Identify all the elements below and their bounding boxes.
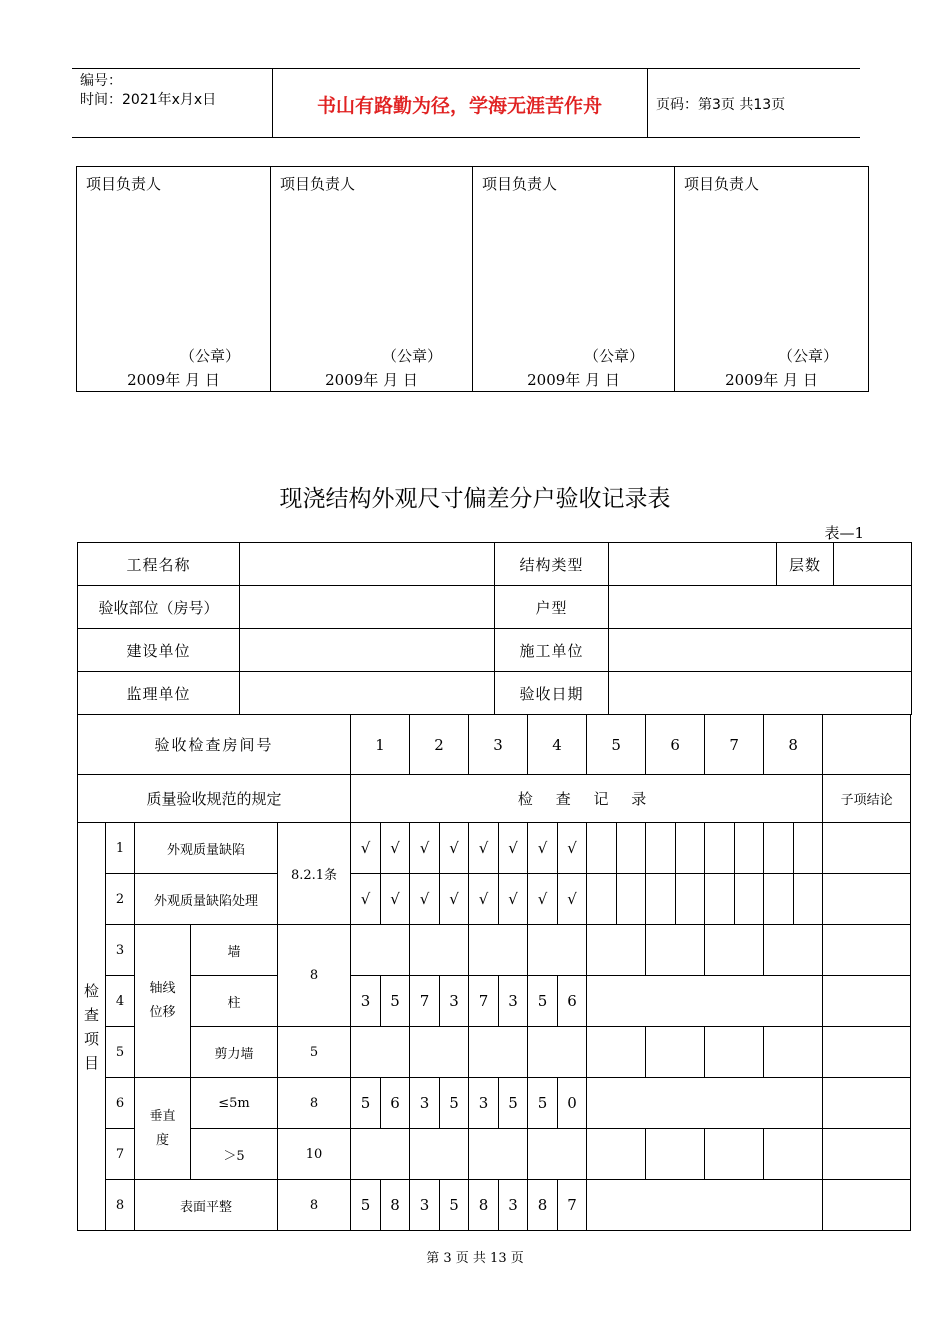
record-cell bbox=[587, 1027, 646, 1078]
record-cell bbox=[351, 1027, 410, 1078]
tolerance-cell: 5 bbox=[278, 1027, 351, 1078]
unit-type-label: 户型 bbox=[495, 586, 609, 629]
date-label: 2009年 月 日 bbox=[325, 371, 418, 389]
table-row bbox=[78, 1129, 911, 1180]
signature-cell bbox=[473, 167, 675, 392]
record-cell: √ bbox=[440, 823, 469, 874]
record-cell: √ bbox=[558, 874, 587, 925]
tolerance-cell: 8 bbox=[278, 925, 351, 1027]
record-cell: 7 bbox=[558, 1180, 587, 1231]
conclusion-cell bbox=[823, 1078, 911, 1129]
room-extra-cell bbox=[823, 715, 911, 775]
item-name: 外观质量缺陷 bbox=[135, 823, 278, 874]
record-cell bbox=[646, 925, 705, 976]
table-row bbox=[78, 874, 911, 925]
project-name-label: 工程名称 bbox=[78, 543, 240, 586]
table-row bbox=[78, 1180, 911, 1231]
room-number: 4 bbox=[528, 715, 587, 775]
room-number: 3 bbox=[469, 715, 528, 775]
record-cell: √ bbox=[381, 874, 410, 925]
number-label: 编号： bbox=[80, 73, 122, 89]
record-cell bbox=[764, 874, 794, 925]
floors-label: 层数 bbox=[777, 543, 834, 586]
record-cell bbox=[705, 874, 735, 925]
record-cell bbox=[351, 1129, 410, 1180]
table-number: 表—1 bbox=[824, 524, 864, 542]
record-cell bbox=[676, 874, 705, 925]
contractor-label: 施工单位 bbox=[495, 629, 609, 672]
builder-value bbox=[240, 629, 495, 672]
clause-cell: 8.2.1条 bbox=[278, 823, 351, 925]
record-cell: √ bbox=[351, 874, 381, 925]
record-cell bbox=[410, 925, 469, 976]
record-cell bbox=[587, 874, 617, 925]
record-cell bbox=[528, 925, 587, 976]
record-cell: 5 bbox=[499, 1078, 528, 1129]
record-cell: √ bbox=[410, 823, 440, 874]
header-motto: 书山有路勤为径，学海无涯苦作舟 bbox=[316, 95, 602, 117]
record-cell bbox=[646, 874, 676, 925]
structure-type-label: 结构类型 bbox=[495, 543, 609, 586]
signature-cell bbox=[77, 167, 271, 392]
table-row bbox=[78, 1027, 911, 1078]
seal-label: （公章） bbox=[777, 347, 838, 365]
form-title: 现浇结构外观尺寸偏差分户验收记录表 bbox=[279, 486, 671, 512]
conclusion-cell bbox=[823, 1180, 911, 1231]
record-cell bbox=[794, 823, 823, 874]
tolerance-cell: 8 bbox=[278, 1078, 351, 1129]
record-cell: 3 bbox=[410, 1180, 440, 1231]
room-number: 2 bbox=[410, 715, 469, 775]
record-cell bbox=[705, 925, 764, 976]
record-cell bbox=[617, 874, 646, 925]
header-divider bbox=[647, 69, 648, 137]
record-cell: 8 bbox=[381, 1180, 410, 1231]
header-meta bbox=[80, 72, 216, 110]
row-number: 2 bbox=[106, 874, 135, 925]
page-header bbox=[72, 68, 860, 138]
record-label: 检 查 记 录 bbox=[351, 775, 823, 823]
row-number: 1 bbox=[106, 823, 135, 874]
item-name: 柱 bbox=[191, 976, 278, 1027]
record-cell: 6 bbox=[558, 976, 587, 1027]
record-cell bbox=[587, 1078, 823, 1129]
location-value bbox=[240, 586, 495, 629]
row-number: 4 bbox=[106, 976, 135, 1027]
record-cell bbox=[646, 1027, 705, 1078]
record-cell: 5 bbox=[351, 1078, 381, 1129]
table-row bbox=[78, 925, 911, 976]
item-name: 外观质量缺陷处理 bbox=[135, 874, 278, 925]
record-cell: √ bbox=[351, 823, 381, 874]
record-cell bbox=[676, 823, 705, 874]
record-cell: √ bbox=[499, 874, 528, 925]
record-cell bbox=[764, 1027, 823, 1078]
room-number: 7 bbox=[705, 715, 764, 775]
conclusion-cell bbox=[823, 823, 911, 874]
page-indicator: 页码：第3页 共13页 bbox=[656, 97, 786, 113]
unit-type-value bbox=[609, 586, 912, 629]
seal-label: （公章） bbox=[179, 347, 240, 365]
spec-label: 质量验收规范的规定 bbox=[78, 775, 351, 823]
record-cell bbox=[410, 1129, 469, 1180]
record-cell bbox=[705, 1129, 764, 1180]
role-label: 项目负责人 bbox=[684, 175, 760, 193]
record-cell bbox=[587, 823, 617, 874]
record-cell: 8 bbox=[528, 1180, 558, 1231]
check-items-label: 检查项目 bbox=[78, 823, 106, 1231]
record-cell: 0 bbox=[558, 1078, 587, 1129]
vertical-group-label: 垂直度 bbox=[135, 1078, 191, 1180]
seal-label: （公章） bbox=[583, 347, 644, 365]
table-row bbox=[78, 976, 911, 1027]
date-label: 2009年 月 日 bbox=[725, 371, 818, 389]
row-number: 7 bbox=[106, 1129, 135, 1180]
record-cell bbox=[705, 1027, 764, 1078]
record-cell: 3 bbox=[440, 976, 469, 1027]
row-number: 8 bbox=[106, 1180, 135, 1231]
record-cell: √ bbox=[528, 874, 558, 925]
conclusion-cell bbox=[823, 1129, 911, 1180]
signature-cell bbox=[675, 167, 869, 392]
record-cell bbox=[469, 1027, 528, 1078]
tolerance-cell: 10 bbox=[278, 1129, 351, 1180]
record-cell: 8 bbox=[469, 1180, 499, 1231]
room-number: 6 bbox=[646, 715, 705, 775]
conclusion-cell bbox=[823, 976, 911, 1027]
record-cell: 3 bbox=[499, 1180, 528, 1231]
row-number: 3 bbox=[106, 925, 135, 976]
record-cell: √ bbox=[469, 874, 499, 925]
record-cell: √ bbox=[499, 823, 528, 874]
record-cell: 3 bbox=[410, 1078, 440, 1129]
record-cell bbox=[587, 1180, 823, 1231]
date-label: 2009年 月 日 bbox=[127, 371, 220, 389]
room-number: 1 bbox=[351, 715, 410, 775]
record-cell: 7 bbox=[410, 976, 440, 1027]
inspection-record-table bbox=[77, 714, 911, 1231]
item-name: ≤5m bbox=[191, 1078, 278, 1129]
signature-cell bbox=[271, 167, 473, 392]
record-cell: 5 bbox=[440, 1180, 469, 1231]
conclusion-cell bbox=[823, 1027, 911, 1078]
record-cell: √ bbox=[381, 823, 410, 874]
record-cell bbox=[646, 823, 676, 874]
record-cell: 3 bbox=[469, 1078, 499, 1129]
signature-table bbox=[76, 166, 869, 392]
contractor-value bbox=[609, 629, 912, 672]
record-cell: 5 bbox=[528, 1078, 558, 1129]
record-cell: √ bbox=[469, 823, 499, 874]
role-label: 项目负责人 bbox=[482, 175, 558, 193]
record-cell bbox=[705, 823, 735, 874]
seal-label: （公章） bbox=[381, 347, 442, 365]
record-cell: √ bbox=[558, 823, 587, 874]
conclusion-cell bbox=[823, 925, 911, 976]
item-name: 剪力墙 bbox=[191, 1027, 278, 1078]
item-name: 墙 bbox=[191, 925, 278, 976]
supervisor-label: 监理单位 bbox=[78, 672, 240, 715]
acceptance-date-value bbox=[609, 672, 912, 715]
record-cell bbox=[646, 1129, 705, 1180]
record-cell bbox=[587, 1129, 646, 1180]
record-cell: 5 bbox=[381, 976, 410, 1027]
record-cell bbox=[617, 823, 646, 874]
record-cell: 6 bbox=[381, 1078, 410, 1129]
builder-label: 建设单位 bbox=[78, 629, 240, 672]
record-cell bbox=[764, 925, 823, 976]
record-cell: 7 bbox=[469, 976, 499, 1027]
record-cell: 5 bbox=[440, 1078, 469, 1129]
record-cell bbox=[528, 1027, 587, 1078]
time-label: 时间：2021年x月x日 bbox=[80, 92, 217, 108]
supervisor-value bbox=[240, 672, 495, 715]
table-row bbox=[78, 1078, 911, 1129]
page-footer: 第 3 页 共 13 页 bbox=[426, 1251, 524, 1266]
record-cell: 5 bbox=[351, 1180, 381, 1231]
record-cell bbox=[735, 823, 764, 874]
record-cell: √ bbox=[440, 874, 469, 925]
role-label: 项目负责人 bbox=[280, 175, 356, 193]
record-cell: 5 bbox=[528, 976, 558, 1027]
row-number: 5 bbox=[106, 1027, 135, 1078]
structure-type-value bbox=[609, 543, 777, 586]
location-label: 验收部位（房号） bbox=[78, 586, 240, 629]
date-label: 2009年 月 日 bbox=[527, 371, 620, 389]
record-cell bbox=[469, 1129, 528, 1180]
role-label: 项目负责人 bbox=[86, 175, 162, 193]
record-cell: √ bbox=[410, 874, 440, 925]
record-cell bbox=[735, 874, 764, 925]
tolerance-cell: 8 bbox=[278, 1180, 351, 1231]
record-cell bbox=[794, 874, 823, 925]
item-name: 表面平整 bbox=[135, 1180, 278, 1231]
table-row bbox=[78, 823, 911, 874]
project-name-value bbox=[240, 543, 495, 586]
record-cell bbox=[764, 1129, 823, 1180]
record-cell: 3 bbox=[499, 976, 528, 1027]
row-number: 6 bbox=[106, 1078, 135, 1129]
room-no-label: 验收检查房间号 bbox=[78, 715, 351, 775]
record-cell bbox=[764, 823, 794, 874]
floors-value bbox=[834, 543, 912, 586]
conclusion-label: 子项结论 bbox=[823, 775, 911, 823]
record-cell: √ bbox=[528, 823, 558, 874]
record-cell: 3 bbox=[351, 976, 381, 1027]
conclusion-cell bbox=[823, 874, 911, 925]
record-cell bbox=[587, 976, 823, 1027]
acceptance-date-label: 验收日期 bbox=[495, 672, 609, 715]
record-cell bbox=[410, 1027, 469, 1078]
item-name: ＞5 bbox=[191, 1129, 278, 1180]
project-info-table bbox=[77, 542, 912, 715]
axis-group-label: 轴线位移 bbox=[135, 925, 191, 1078]
record-cell bbox=[587, 925, 646, 976]
record-cell bbox=[351, 925, 410, 976]
record-cell bbox=[528, 1129, 587, 1180]
room-number: 8 bbox=[764, 715, 823, 775]
room-number: 5 bbox=[587, 715, 646, 775]
record-cell bbox=[469, 925, 528, 976]
